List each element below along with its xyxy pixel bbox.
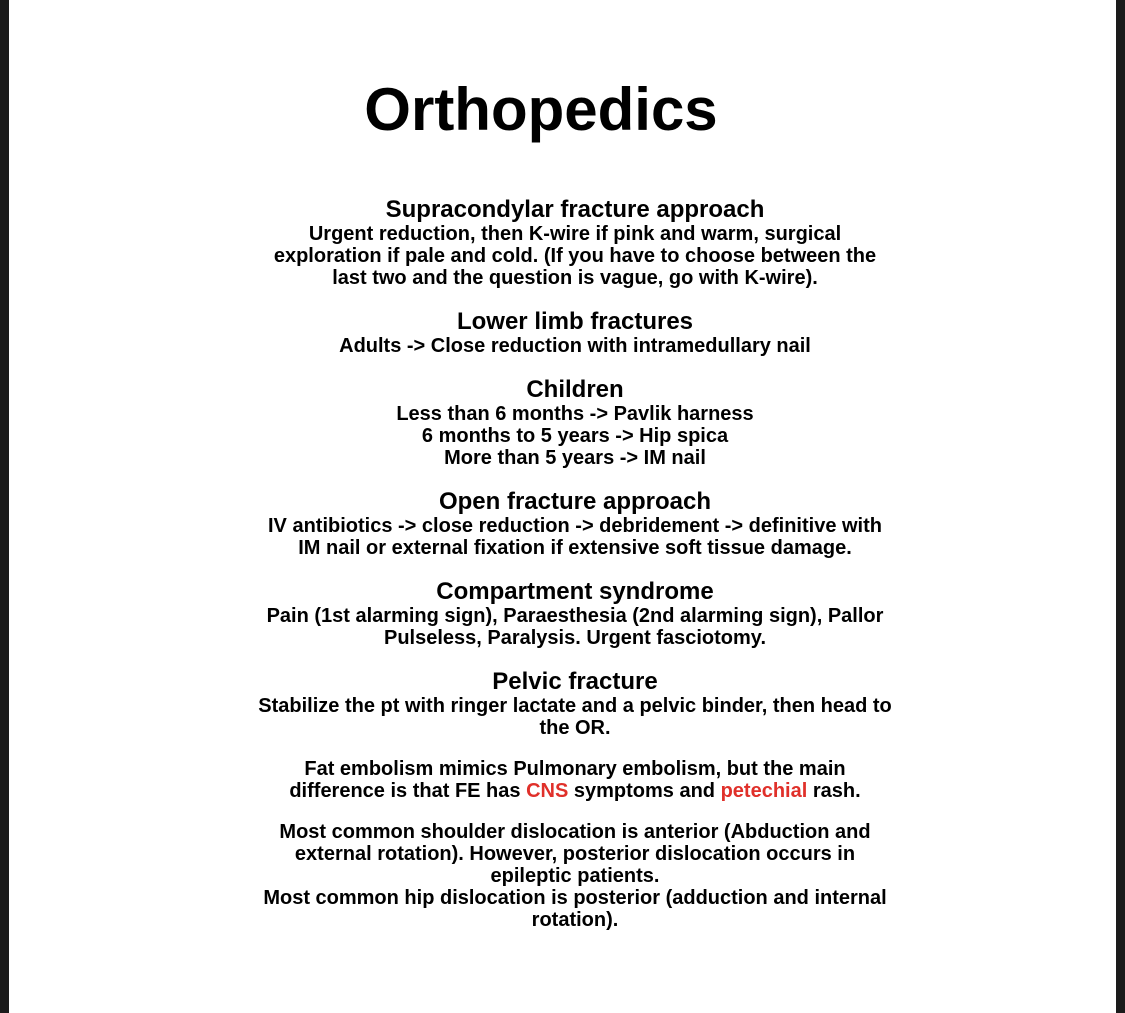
- section-heading: Lower limb fractures: [456, 308, 694, 335]
- dislocation-line: Most common hip dislocation is posterior (adduction and internal: [263, 887, 887, 909]
- section-line: 6 months to 5 years -> Hip spica: [421, 425, 729, 447]
- text-run: symptoms and: [568, 780, 721, 802]
- section-line: Stabilize the pt with ringer lactate and a pelvic binder, then head to: [258, 695, 892, 717]
- section-line: IV antibiotics -> close reduction -> debridement -> definitive with: [268, 515, 882, 537]
- document-page: [9, 0, 1116, 1013]
- dislocation-line: rotation).: [531, 909, 619, 931]
- section-heading: Open fracture approach: [438, 488, 712, 515]
- section-heading: Supracondylar fracture approach: [385, 196, 765, 223]
- section-line: Pain (1st alarming sign), Paraesthesia (2nd alarming sign), Pallor: [266, 605, 884, 627]
- section-lower-limb: [9, 308, 1125, 357]
- section-line: Less than 6 months -> Pavlik harness: [396, 403, 754, 425]
- section-line: Urgent reduction, then K-wire if pink and warm, surgical: [308, 223, 842, 245]
- section-line: the OR.: [539, 717, 611, 739]
- highlight-cns: CNS: [526, 780, 569, 802]
- section-line: More than 5 years -> IM nail: [444, 447, 706, 469]
- section-line: last two and the question is vague, go with K-wire).: [332, 267, 818, 289]
- page-title: Orthopedics: [364, 76, 718, 143]
- section-line: Pulseless, Paralysis. Urgent fasciotomy.: [383, 627, 767, 649]
- section-open-fracture: [9, 488, 1125, 559]
- text-run: rash.: [807, 780, 861, 802]
- section-line: Adults -> Close reduction with intramedullary nail: [339, 335, 811, 357]
- document-content: [9, 196, 1125, 950]
- dislocation-line: external rotation). However, posterior dislocation occurs in: [294, 843, 856, 865]
- text-run: difference is that FE has: [289, 780, 527, 802]
- section-heading: Pelvic fracture: [492, 668, 658, 695]
- section-supracondylar: [9, 196, 1125, 289]
- dislocation-line: epileptic patients.: [490, 865, 660, 887]
- dislocation-line: Most common shoulder dislocation is anterior (Abduction and: [279, 821, 871, 843]
- fat-embolism-line: Fat embolism mimics Pulmonary embolism, but the main: [304, 758, 846, 780]
- section-pelvic-fracture: [9, 668, 1125, 739]
- section-heading: Children: [526, 376, 624, 403]
- section-heading: Compartment syndrome: [436, 578, 714, 605]
- section-children: [9, 376, 1125, 469]
- fat-embolism-line: [9, 780, 1125, 802]
- section-compartment-syndrome: [9, 578, 1125, 649]
- section-line: IM nail or external fixation if extensive soft tissue damage.: [298, 537, 852, 559]
- section-dislocation: [9, 821, 1125, 931]
- section-fat-embolism: [9, 758, 1125, 802]
- section-line: exploration if pale and cold. (If you have to choose between the: [273, 245, 877, 267]
- highlight-petechial: petechial: [720, 780, 808, 802]
